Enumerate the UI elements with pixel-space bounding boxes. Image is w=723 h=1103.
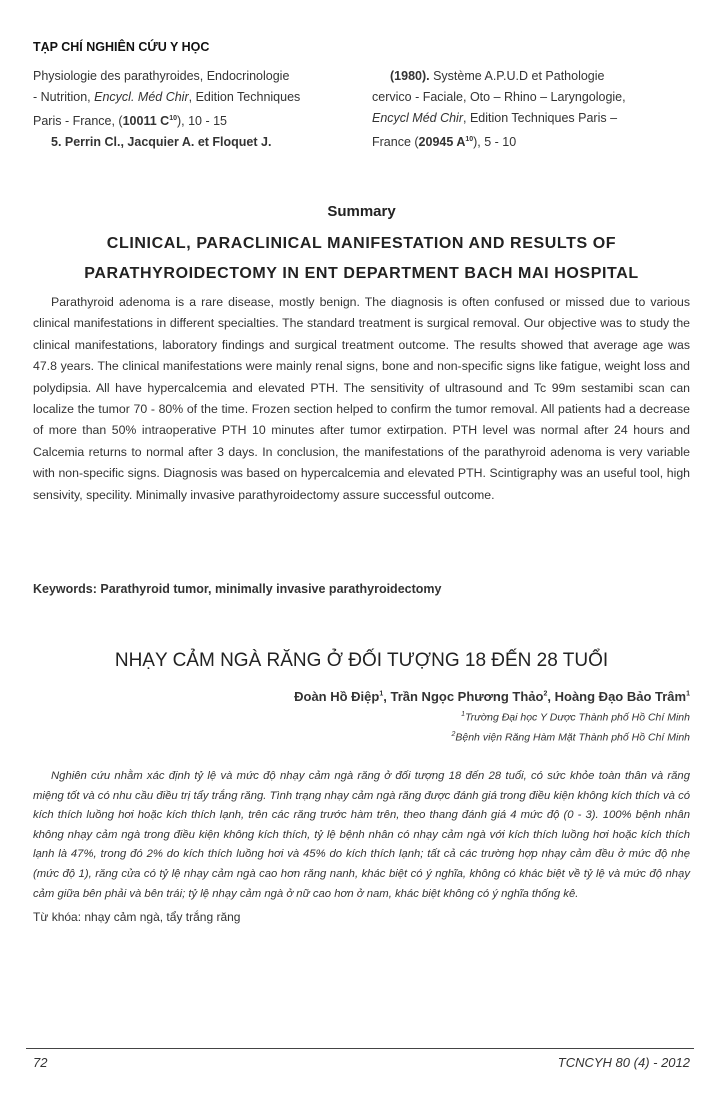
affiliation [461, 711, 690, 724]
journal-header: TẠP CHÍ NGHIÊN CỨU Y HỌC [33, 40, 210, 54]
summary-title-line: CLINICAL, PARACLINICAL MANIFESTATION AND RESULTS OF [106, 235, 617, 252]
summary-title-line: PARATHYROIDECTOMY IN ENT DEPARTMENT BACH MAI HOSPITAL [84, 265, 639, 282]
superscript: 10 [169, 115, 177, 122]
summary-title [20, 229, 703, 289]
journal-issue: TCNCYH 80 (4) - 2012 [557, 1055, 690, 1070]
text: , Edition Techniques Paris – [463, 111, 618, 125]
text: 20945 A [418, 135, 466, 150]
reference-line [33, 108, 351, 132]
text: 10011 C [122, 114, 170, 129]
author: Đoàn Hồ Điệp [294, 689, 380, 704]
reference-line [372, 66, 692, 87]
text: (1980). [390, 69, 430, 83]
summary-body: Parathyroid adenoma is a rare disease, mostly benign. The diagnosis is often confused or missed due to various clinical manifestations in different specialties. The standard treatment is surgical removal. Our objective was to study the clinical manifestations, laboratory findings and surgical treatment outcome. The results showed that average age was 47.8 years. The clinical manifestations were mainly renal signs, bone and non-specific signs like fatigue, weight loss and polydipsia. All have hypercalcemia and elevated PTH. The sensitivity of ultrasound and Tc 99m sestamibi scan can localize the tumor 70 - 80% of the time. Frozen section helped to confirm the tumor removal. All patients had a decrease of more than 50% intraoperative PTH 10 minutes after tumor extirpation. PTH level was normal after 24 hours and Calcemia returns to normal after 3 days. In conclusion, the manifestations of the parathyroid adenoma is very variable with non-specific signs. Diagnosis was based on hypercalcemia and elevated PTH. Scintigraphy was an useful tool, high sensivity, specility. Minimally invasive parathyroidectomy assure successful outcome. [33, 295, 690, 502]
text: ), 10 - 15 [176, 114, 228, 129]
article-keywords: Từ khóa: nhạy cảm ngà, tẩy trắng răng [33, 910, 241, 924]
text: ), 5 - 10 [473, 135, 517, 150]
author: Hoàng Đạo Bảo Trâm [554, 689, 687, 704]
reference-line [372, 108, 692, 129]
footer-divider [26, 1048, 694, 1049]
reference-line: Physiologie des parathyroides, Endocrinologie [33, 69, 290, 83]
text: , Edition Techniques [188, 90, 301, 104]
reference-line [33, 87, 351, 108]
text: Encycl Méd Chir [372, 111, 463, 125]
summary-heading: Summary [327, 203, 396, 220]
references-left-column [33, 66, 351, 153]
superscript: 2 [543, 690, 548, 698]
article-authors: Đoàn Hồ Điệp$^1$, Trần Ngọc Phương Thảo$^2$, Hoàng Đạo Bảo Trâm$^1$ [294, 689, 690, 704]
superscript: 1 [379, 690, 384, 698]
article-abstract: Nghiên cứu nhằm xác định tỷ lệ và mức độ nhạy cảm ngà răng ở đối tượng 18 đến 28 tuổi, có sức khỏe toàn thân và răng miệng tốt và có nhu cầu điều trị tẩy trắng răng. Tình trạng nhạy cảm ngà răng được đánh giá trong điều kiện không kích thích và có kích thích luồng hơi hoặc kích thích lạnh, trên các răng trước hàm trên, theo thang đánh giá 4 mức độ (0 - 3). 100% bệnh nhân không nhạy cảm ngà trong điều kiện không kích thích, tỷ lệ bệnh nhân có nhạy cảm ngà với kích thích luồng hơi hoặc kích thích lạnh là 47%, trong đó 2% do kích thích luồng hơi và 45% do kích thích lạnh; tất cả các trường hợp nhạy cảm đều ở mức độ nhẹ (mức độ 1), răng cửa có tỷ lệ nhạy cảm ngà cao hơn răng nanh, khác biệt có ý nghĩa, không có khác biệt về tỷ lệ và mức độ nhạy cảm giữa bên phải và bên trái; tỷ lệ nhạy cảm ngà ở nữ cao hơn ở nam, khác biệt không có ý nghĩa thống kê. [33, 770, 690, 900]
text: Bệnh viện Răng Hàm Mặt Thành phố Hồ Chí Minh [455, 731, 690, 744]
superscript: 10 [465, 136, 474, 143]
text: - Nutrition, [33, 90, 95, 104]
summary-keywords: Keywords: Parathyroid tumor, minimally invasive parathyroidectomy [33, 582, 442, 596]
reference-line: cervico - Faciale, Oto – Rhino – Laryngologie, [372, 90, 626, 104]
superscript: 1 [461, 711, 465, 718]
text: Trường Đại học Y Dược Thành phố Hồ Chí Minh [464, 711, 690, 724]
text: Système A.P.U.D et Pathologie [429, 69, 605, 83]
article-title: NHẠY CẢM NGÀ RĂNG Ở ĐỐI TƯỢNG 18 ĐẾN 28 TUỔI [114, 650, 609, 671]
text: France ( [372, 135, 419, 150]
affiliation [451, 731, 690, 744]
superscript: 1 [686, 690, 690, 698]
superscript: 2 [451, 731, 456, 738]
reference-5: 5. Perrin Cl., Jacquier A. et Floquet J. [51, 135, 272, 150]
text: Encycl. Méd Chir [94, 90, 189, 104]
references-right-column [372, 66, 692, 153]
text: Paris - France, ( [33, 114, 123, 129]
reference-line [372, 129, 692, 153]
author: Trần Ngọc Phương Thảo [390, 689, 544, 704]
page-number: 72 [33, 1055, 48, 1070]
